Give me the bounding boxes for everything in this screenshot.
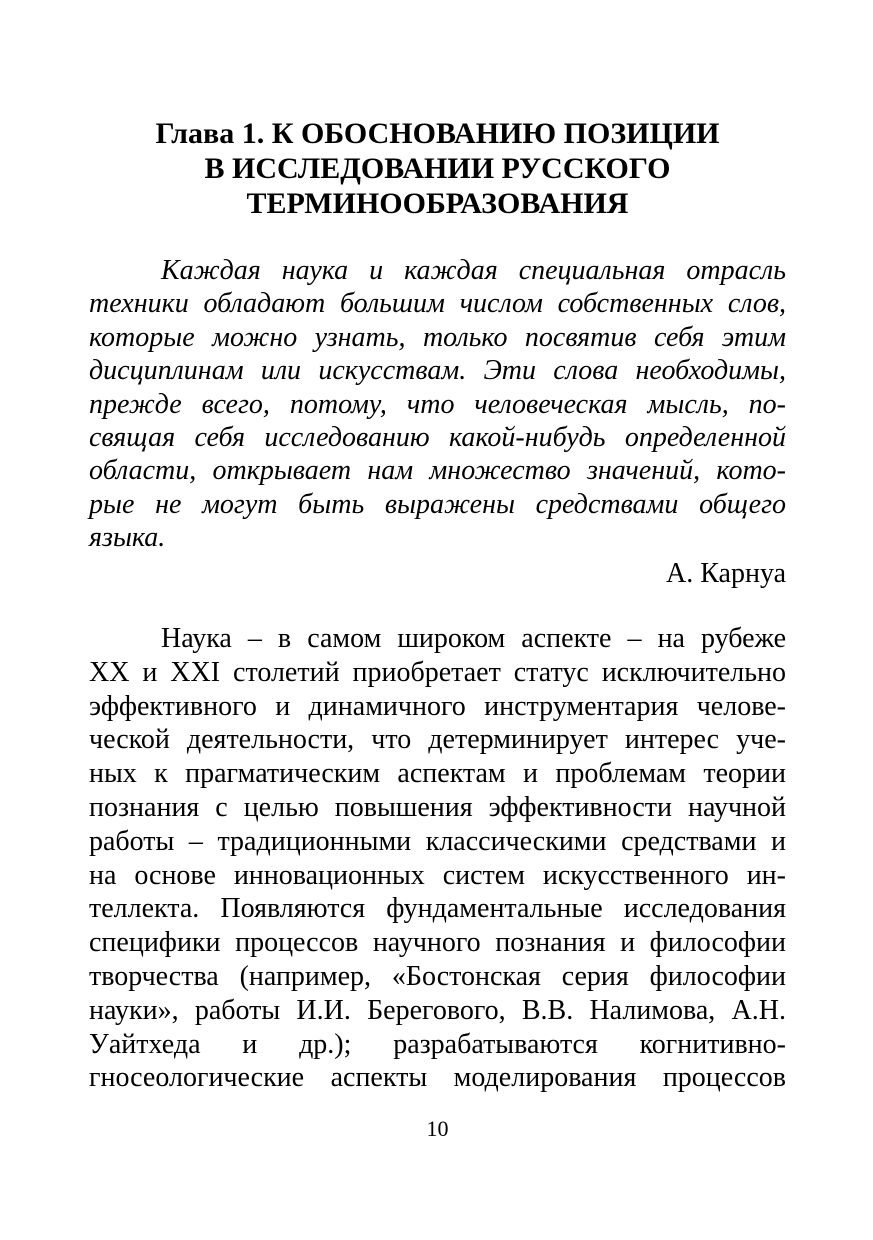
body-line: эффективного и динамичного инструментария челове-: [89, 690, 786, 722]
page-number: 10: [426, 1116, 449, 1141]
epigraph-line: Каждая наука и каждая специальная отрасль: [161, 255, 786, 286]
epigraph-line: рые не могут быть выражены средствами общего: [89, 488, 786, 520]
body-line: творчества (например, «Бостонская серия философии: [89, 960, 786, 992]
epigraph-line: техники обладают большим числом собственных слов,: [89, 288, 786, 320]
epigraph: [89, 254, 786, 591]
chapter-title-line: ТЕРМИНООБРАЗОВАНИЯ: [246, 187, 629, 220]
body-line: ческой деятельности, что детерминирует интерес уче-: [89, 724, 786, 756]
chapter-title: [89, 116, 786, 221]
epigraph-author: А. Карнуа: [666, 557, 786, 589]
epigraph-line: языка.: [89, 522, 166, 554]
body-line: познания с целью повышения эффективности научной: [89, 791, 786, 823]
document-page: [89, 0, 786, 1240]
body-line: на основе инновационных систем искусственного ин-: [89, 859, 786, 891]
epigraph-line: дисциплинам или искусствам. Эти слова необходимы,: [89, 355, 786, 387]
chapter-title-line: В ИССЛЕДОВАНИИ РУССКОГО: [204, 152, 671, 185]
epigraph-line: области, открывает нам множество значений, кото-: [89, 455, 786, 487]
epigraph-line: прежде всего, потому, что человеческая мысль, по-: [89, 388, 786, 420]
body-line: работы – традиционными классическими средствами и: [89, 825, 786, 857]
body-line: науки», работы И.И. Берегового, В.В. Налимова, А.Н.: [89, 994, 786, 1026]
body-line: теллекта. Появляются фундаментальные исследования: [89, 893, 786, 925]
body-line: XX и XXI столетий приобретает статус исключительно: [89, 656, 786, 688]
chapter-title-line: Глава 1. К ОБОСНОВАНИЮ ПОЗИЦИИ: [155, 117, 720, 150]
epigraph-line: которые можно узнать, только посвятив себя этим: [89, 321, 786, 353]
body-line: специфики процессов научного познания и философии: [89, 927, 786, 959]
body-paragraph: [89, 622, 786, 1095]
body-line: гносеологические аспекты моделирования процессов: [89, 1062, 786, 1094]
body-line: ных к прагматическим аспектам и проблемам теории: [89, 758, 786, 790]
body-line: Наука – в самом широком аспекте – на рубеже: [161, 623, 786, 654]
body-line: Уайтхеда и др.); разрабатываются когнитивно-: [89, 1028, 786, 1060]
epigraph-line: свящая себя исследованию какой-нибудь определенной: [89, 421, 786, 453]
